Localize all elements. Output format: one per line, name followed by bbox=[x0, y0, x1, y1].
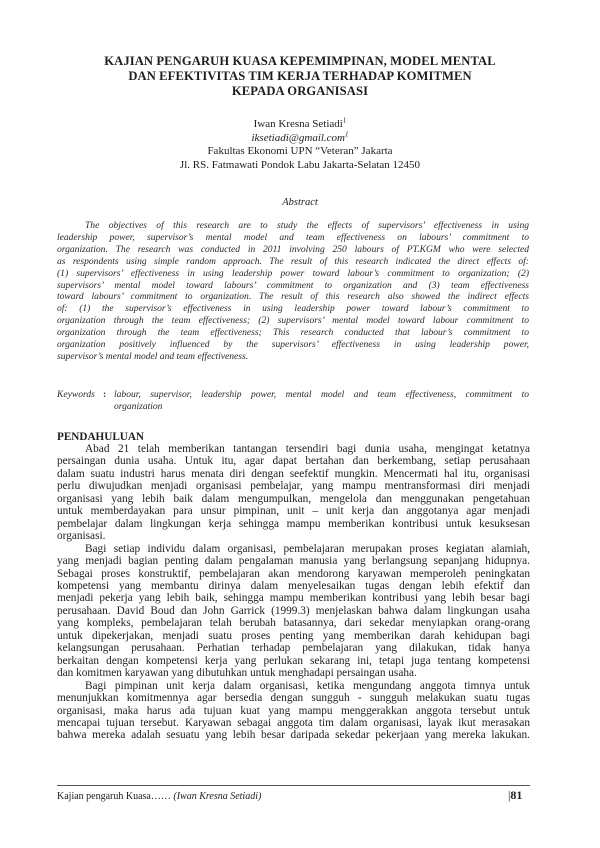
abstract-line: supervisor’s mental model and team effectiveness. bbox=[57, 350, 249, 362]
abstract-line: The objectives of this research are to study the effects of supervisors’ effectiveness in using bbox=[85, 220, 529, 231]
keywords-text bbox=[114, 389, 529, 413]
abstract-line: leadership power, supervisor’s mental model and team effectiveness on labours’ commitment to bbox=[57, 231, 529, 243]
abstract-line: as respondents using simple random approach. The result of this research indicated the direct effects of: bbox=[57, 255, 529, 267]
footer-running-title: Kajian pengaruh Kuasa…… bbox=[57, 791, 171, 802]
body-line: perlu diwujudkan menjadi organisasi pembelajar, yang mampu mentransformasi diri menjadi bbox=[57, 480, 530, 493]
author-email-line bbox=[40, 129, 560, 146]
body-line: mencapai tujuan tersebut. Karyawan sebagai anggota tim dalam organisasi, layak ikut merasakan bbox=[57, 716, 530, 729]
title-line: DAN EFEKTIVITAS TIM KERJA TERHADAP KOMITMEN bbox=[128, 69, 472, 83]
author-email-sup: 1 bbox=[345, 129, 349, 138]
body-line: untuk dipekerjakan, menjadi suatu proses penting yang memberikan darah kehidupan bagi bbox=[57, 629, 530, 642]
author-block bbox=[40, 118, 560, 172]
abstract-body bbox=[57, 220, 529, 363]
author-name-line bbox=[40, 118, 560, 132]
author-name: Iwan Kresna Setiadi bbox=[253, 118, 343, 130]
body-line: bahwa mereka adalah sesuatu yang lebih besar daripada sekedar pekerjaan yang mereka lakukan. bbox=[57, 729, 530, 742]
abstract-heading: Abstract bbox=[282, 197, 318, 208]
body-line: pembelajar dalam lingkungan kerja sehingga mampu memberikan kontribusi untuk kesuksesan bbox=[57, 517, 530, 530]
author-sup: 1 bbox=[342, 116, 347, 125]
paper-title bbox=[40, 54, 560, 99]
abstract-line: organization positively influenced by the supervisors’ effectiveness in using leadership power, bbox=[57, 339, 529, 351]
author-affiliation: Fakultas Ekonomi UPN “Veteran” Jakarta bbox=[207, 145, 393, 157]
keywords-label: Keywords bbox=[57, 389, 95, 400]
abstract-line: of: (1) the supervisor’s effectiveness in using leadership power toward labour’s commitment to bbox=[57, 303, 529, 315]
abstract-line: (1) supervisors’ effectiveness in using leadership power toward labour’s commitment to organization; (2) bbox=[57, 267, 529, 279]
abstract-line: organization. The research was conducted in 2011 involving 250 labours of PT.KGM who were selected bbox=[57, 243, 529, 255]
body-line: yang kompleks, pembelajaran telah berubah batasannya, dari sekedar menyiapkan orang-orang bbox=[57, 617, 530, 630]
body-line: Abad 21 telah memberikan tantangan tersendiri bagi dunia usaha, mengingat ketatnya bbox=[85, 443, 530, 455]
body-line: persaingan dunia usaha. Untuk itu, agar dapat bertahan dan berkembang, setiap perusahaan bbox=[57, 455, 530, 468]
section-heading: PENDAHULUAN bbox=[57, 431, 145, 443]
abstract-line: supervisors’ mental model toward labours’ commitment to organization and (3) team effectiveness bbox=[57, 279, 529, 291]
body-line: menjadi pekerja yang lebih baik, sehingga mampu memberikan kontribusi yang lebih besar bagi bbox=[57, 592, 530, 605]
footer-running-author: (Iwan Kresna Setiadi) bbox=[173, 791, 262, 802]
abstract-line: toward labours’ commitment to organization. The result of this research also showed the indirect effects bbox=[57, 291, 529, 303]
body-line: dan komitmen karyawan yang dibutuhkan untuk menghadapi persaingan usaha. bbox=[57, 667, 417, 680]
abstract-line: organization through the team effectiveness; This research conducted that labour’s commitment to bbox=[57, 327, 529, 339]
body-line: Bagi setiap individu dalam organisasi, pembelajaran merupakan proses kegiatan alamiah, bbox=[85, 542, 530, 555]
body-line: perusahaan. David Boud dan John Garrick (1999.3) menjelaskan bahwa dalam lingkungan usaha bbox=[57, 604, 530, 617]
body-line: organisasi, maka harus ada tujuan kuat yang mampu menggerakkan anggota tersebut untuk bbox=[57, 704, 530, 717]
page-number: 81 bbox=[510, 788, 523, 802]
body-line: yang menjadi bagian penting dalam pengalaman manusia yang berlangsung sepanjang hidupnya. bbox=[57, 555, 530, 568]
title-line: KEPADA ORGANISASI bbox=[231, 84, 369, 98]
keywords-line: organization bbox=[114, 400, 163, 412]
body-line: Bagi pimpinan unit kerja dalam organisasi, ketika mengundang anggota timnya untuk bbox=[85, 679, 530, 692]
abstract-line: organization through the team effectiveness; (2) supervisors’ mental model toward labour commitment to bbox=[57, 315, 529, 327]
body-line: Sebagai proses konstruktif, pembelajaran akan mendorong karyawan memperoleh peningkatan bbox=[57, 567, 530, 580]
keywords-colon: : bbox=[103, 389, 107, 400]
body-line: organisasi. bbox=[57, 530, 106, 543]
author-email: iksetiadi@gmail.com bbox=[251, 131, 346, 144]
body-line: menunjukkan komitmennya agar bersedia dengan sungguh - sungguh melakukan suatu tugas bbox=[57, 692, 530, 705]
body-line: kompetensi yang membantu dirinya dalam menyelesaikan tugas dengan lebih efektif dan bbox=[57, 579, 530, 592]
author-address: Jl. RS. Fatmawati Pondok Labu Jakarta-Selatan 12450 bbox=[179, 158, 421, 171]
keywords-line: labour, supervisor, leadership power, mental model and team effectiveness, commitment to bbox=[114, 389, 529, 400]
body-line: untuk memberdayakan para unsur pimpinan, unit – unit kerja dan anggotanya agar menjadi bbox=[57, 505, 530, 518]
footer-page-bar: | bbox=[508, 788, 511, 802]
body-line: dalam suatu industri harus menata diri dengan seefektif mungkin. Mencermati hal itu, organisasi bbox=[57, 467, 530, 480]
title-line: KAJIAN PENGARUH KUASA KEPEMIMPINAN, MODEL MENTAL bbox=[104, 54, 496, 68]
body-line: kelangsungan perusahaan. Perhatian terhadap pembelajaran yang dilakukan, tidak hanya bbox=[57, 642, 530, 655]
section-body bbox=[57, 443, 530, 742]
footer-running-head bbox=[57, 791, 261, 802]
footer-rule bbox=[57, 785, 530, 786]
body-line: organisasi yang lebih baik dalam mengumpulkan, mengelola dan menggunakan pengetahuan bbox=[57, 492, 530, 505]
footer-page-number-block bbox=[508, 788, 522, 803]
body-line: berkaitan dengan kompetensi kerja yang perlukan sekarang ini, tetapi juga tentang kompetensi bbox=[57, 654, 530, 667]
